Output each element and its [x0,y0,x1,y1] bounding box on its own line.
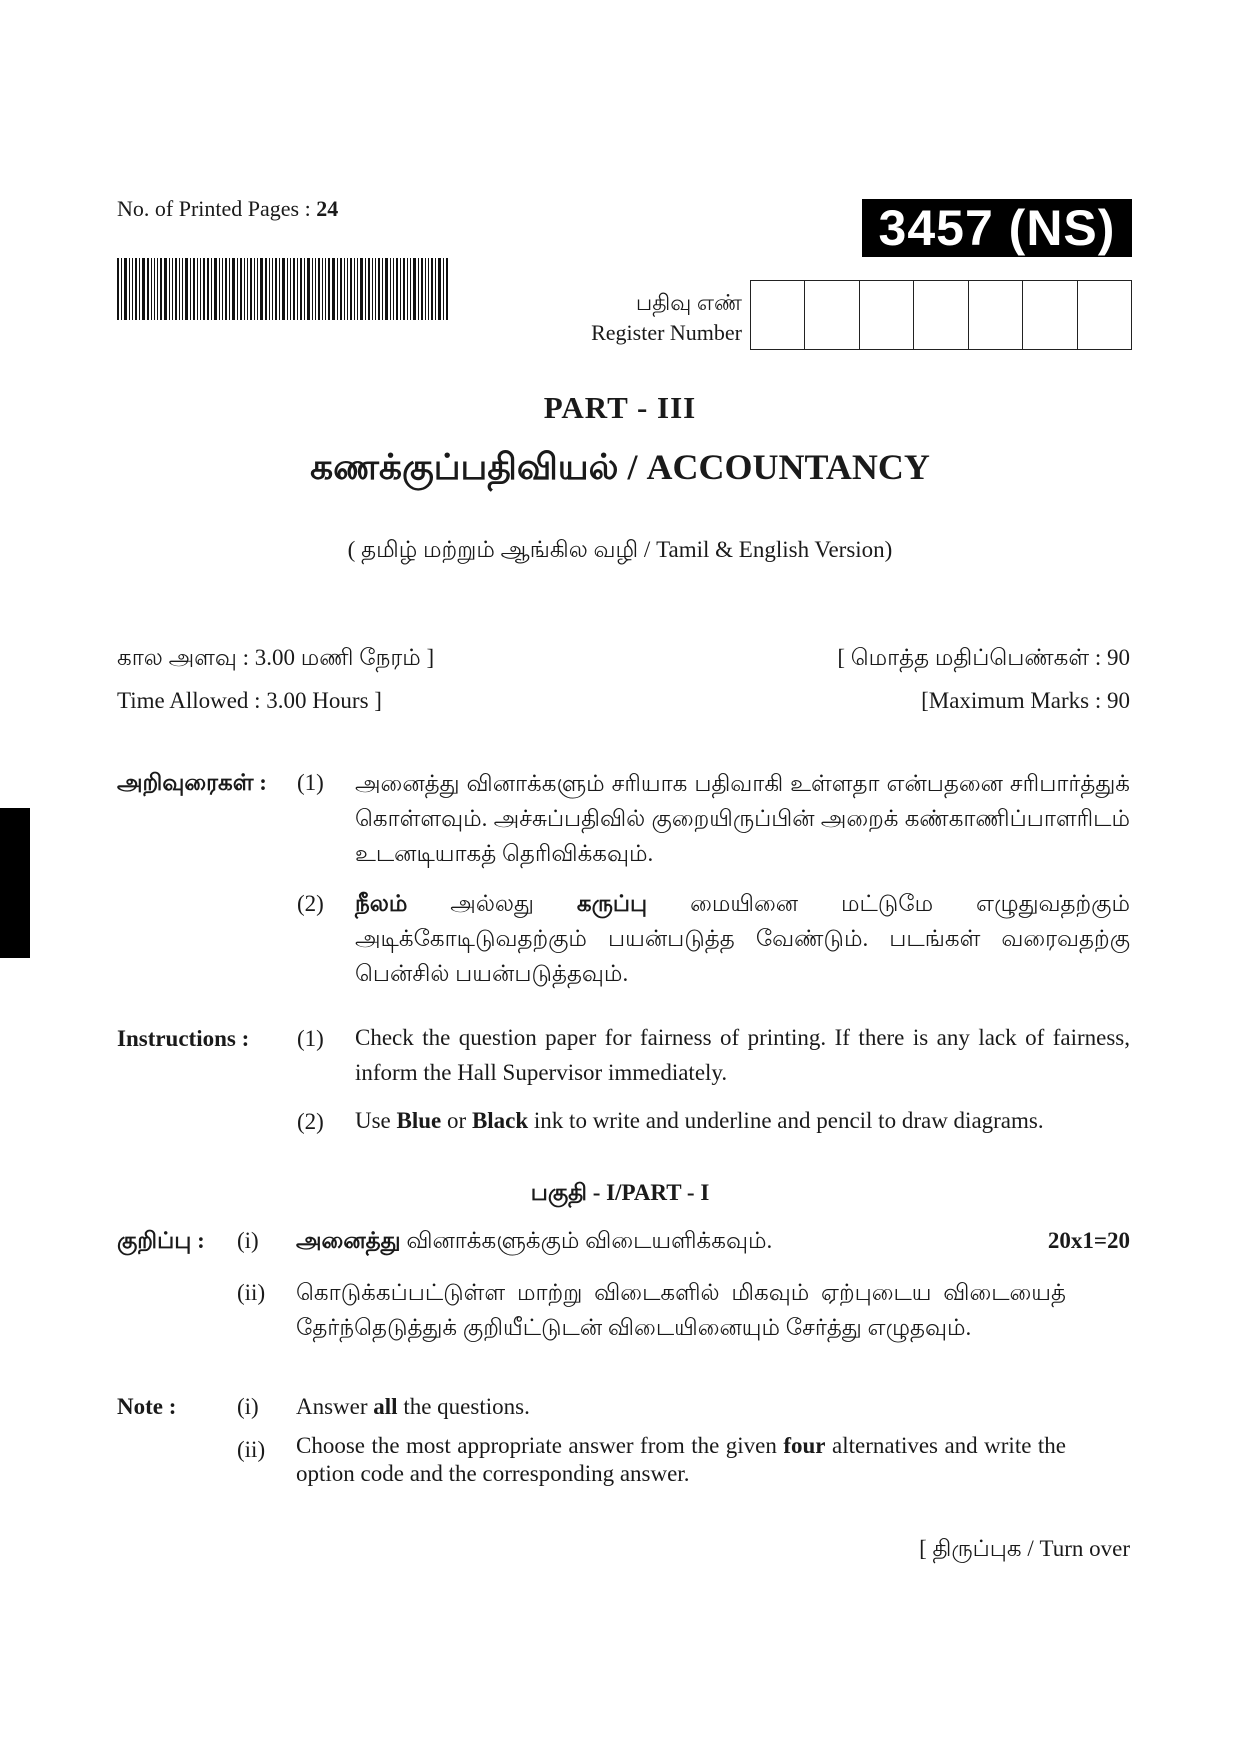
barcode-bar [169,258,170,320]
barcode-bar [197,258,198,320]
barcode-bar [157,258,158,320]
barcode-bar [193,258,195,320]
register-label [540,288,742,348]
barcode-bar [240,258,242,320]
barcode-bar [354,258,355,320]
barcode-bar [200,258,201,320]
barcode-bar [410,258,411,320]
printed-pages-label: No. of Printed Pages : [117,196,311,221]
edge-mark [0,808,30,958]
barcode-bar [190,258,191,320]
barcode-bar [382,258,383,320]
barcode-bar [368,258,370,320]
barcode-bar [160,258,162,320]
barcode-bar [282,258,285,320]
barcode-bar [438,258,441,320]
barcode-bar [250,258,252,320]
barcode-bar [375,258,376,320]
note-tamil-2: கொடுக்கப்பட்டுள்ள மாற்று விடைகளில் மிகவும் ஏற்புடைய விடையைத் தேர்ந்தெடுத்துக் குறியீட்டுடன் விடையினையும் சேர்த்து எழுதவும். [296,1280,1066,1340]
medium-version: ( தமிழ் மற்றும் ஆங்கில வழி / Tamil & English Version) [347,537,893,562]
max-marks-english: [Maximum Marks : 90 [921,688,1130,713]
barcode-bar [325,258,326,320]
barcode-bar [139,258,140,320]
barcode-bar [393,258,394,320]
register-digit-box[interactable] [969,281,1023,349]
note-english-label [117,1394,176,1420]
section-heading: பகுதி - I/PART - I [530,1180,710,1205]
barcode-bar [318,258,320,320]
instructions-english-label-text: Instructions : [117,1026,250,1051]
barcode-bar [421,258,423,320]
barcode-bar [315,258,316,320]
instruction-english-num-1: (1) [297,1026,324,1051]
barcode-bar [287,258,288,320]
register-digit-box[interactable] [914,281,968,349]
note-english-label-text: Note : [117,1394,177,1419]
paper-code: 3457 (NS) [862,199,1132,257]
barcode-bar [229,258,230,320]
note-text: Choose the most appropriate answer from the given [296,1433,784,1458]
barcode-bar [232,258,235,320]
barcode-bar [293,258,295,320]
register-number-boxes[interactable] [750,280,1132,350]
note-tamil-num-2: (ii) [237,1280,266,1305]
barcode-bar [407,258,408,320]
barcode-bar [260,258,263,320]
max-marks-tamil: [ மொத்த மதிப்பெண்கள் : 90 [837,645,1130,670]
note-english-num-2: (ii) [237,1437,266,1462]
barcode-bar [385,258,388,320]
barcode-bar [203,258,205,320]
barcode-bar [279,258,280,320]
barcode-bar [135,258,137,320]
register-digit-box[interactable] [805,281,859,349]
four-word: four [783,1433,826,1458]
note-english-2 [296,1432,1066,1488]
barcode-bar [350,258,352,320]
barcode-bar [435,258,436,320]
barcode-bar [121,258,122,320]
time-allowed-english: Time Allowed : 3.00 Hours ] [117,688,382,713]
barcode-bar [214,258,217,320]
blue-word: Blue [396,1108,442,1133]
note-english-1 [296,1389,1076,1424]
time-allowed-tamil: கால அளவு : 3.00 மணி நேரம் ] [117,645,435,670]
barcode-bar [390,258,391,320]
barcode-bar [275,258,277,320]
barcode-bar [300,258,302,320]
barcode-bar [307,258,310,320]
barcode-bar [237,258,238,320]
register-digit-box[interactable] [1078,281,1131,349]
barcode-bar [244,258,245,320]
barcode-bar [124,258,127,320]
barcode-bar [378,258,380,320]
barcode-bar [164,258,167,320]
note-tamil-label-text: குறிப்பு : [117,1228,205,1253]
register-label-tamil: பதிவு எண் [635,290,742,315]
barcode-bar [129,258,130,320]
barcode-bar [117,258,119,320]
barcode-bar [337,258,338,320]
instruction-tamil-2 [355,886,1130,991]
barcode-bar [207,258,209,320]
barcode-bar [413,258,416,320]
black-word: Black [471,1108,529,1133]
barcode-bar [372,258,373,320]
barcode-bar [142,258,145,320]
barcode-bar [154,258,155,320]
barcode-bar [257,258,258,320]
note-english-num-1: (i) [237,1394,259,1419]
barcode-bar [222,258,223,320]
all-word: all [373,1394,398,1419]
instructions-english-label [117,1026,249,1052]
section-marks: 20x1=20 [1047,1228,1130,1253]
barcode-bar [365,258,366,320]
barcode-bar [225,258,227,320]
barcode-bar [132,258,133,320]
note-tamil-label [117,1228,205,1257]
instructions-tamil-label-text: அறிவுரைகள் : [117,770,267,795]
barcode-bar [297,258,298,320]
barcode-bar [360,258,363,320]
barcode-bar [147,258,149,320]
barcode-bar [185,258,188,320]
note-text: alternatives and write the option code and the corresponding answer. [296,1433,1066,1486]
register-digit-box[interactable] [860,281,914,349]
instruction-tamil-num-2: (2) [297,891,324,916]
instructions-tamil-label [117,770,267,799]
register-digit-box[interactable] [1023,281,1077,349]
barcode-bar [304,258,305,320]
note-text: வினாக்களுக்கும் விடையளிக்கவும். [400,1228,773,1253]
instruction-tamil-num-1: (1) [297,770,324,795]
barcode-bar [211,258,212,320]
printed-pages [117,196,338,222]
barcode-bar [219,258,220,320]
instruction-text: அல்லது [407,891,577,916]
barcode-bar [272,258,273,320]
barcode-bar [172,258,173,320]
note-tamil-num-1: (i) [237,1228,259,1253]
instruction-english-2 [355,1103,1145,1138]
instruction-text: or [441,1108,472,1133]
instruction-text: மையினை மட்டுமே எழுதுவதற்கும் அடிக்கோடிடுவதற்கும் பயன்படுத்த வேண்டும். படங்கள் வரைவதற்கு பென்சில் பயன்படுத்தவும். [355,891,1130,986]
barcode-bar [347,258,348,320]
barcode-bar [322,258,323,320]
barcode-bar [182,258,183,320]
subject-title: கணக்குப்பதிவியல் / ACCOUNTANCY [310,447,930,487]
barcode-bar [247,258,248,320]
note-text: the questions. [397,1394,530,1419]
printed-pages-value: 24 [316,196,339,221]
barcode-bar [340,258,342,320]
barcode-bar [175,258,177,320]
barcode-bar [428,258,429,320]
instruction-tamil-1: அனைத்து வினாக்களும் சரியாக பதிவாகி உள்ளதா என்பதனை சரிபார்த்துக் கொள்ளவும். அச்சுப்பதிவில் குறையிருப்பின் அறைக் கண்காணிப்பாளரிடம் உடனடியாகத் தெரிவிக்கவும். [355,771,1130,866]
barcode-bar [269,258,270,320]
note-tamil-1 [296,1223,896,1258]
barcode-bar [418,258,419,320]
black-word-tamil: கருப்பு [576,891,648,916]
barcode-bar [265,258,267,320]
barcode-bar [396,258,398,320]
turn-over: [ திருப்புக / Turn over [919,1536,1130,1561]
instruction-english-num-2: (2) [297,1109,324,1134]
barcode [117,258,525,320]
register-label-english: Register Number [591,320,742,345]
barcode-bar [425,258,426,320]
barcode-bar [290,258,291,320]
barcode-bar [312,258,313,320]
instruction-text: ink to write and underline and pencil to draw diagrams. [528,1108,1044,1133]
all-word-tamil: அனைத்து [296,1228,401,1253]
instruction-text: Use [355,1108,397,1133]
barcode-bar [403,258,405,320]
barcode-bar [357,258,358,320]
barcode-bar [446,258,448,320]
barcode-bar [328,258,330,320]
blue-word-tamil: நீலம் [355,891,408,916]
barcode-bar [443,258,444,320]
barcode-bar [400,258,401,320]
part-title: PART - III [543,390,697,425]
barcode-bar [431,258,433,320]
barcode-bar [151,258,152,320]
note-text: Answer [296,1394,374,1419]
barcode-bar [179,258,180,320]
barcode-bar [344,258,345,320]
barcode-bar [254,258,255,320]
register-digit-box[interactable] [751,281,805,349]
barcode-bar [332,258,335,320]
instruction-english-1: Check the question paper for fairness of printing. If there is any lack of fairness, inform the Hall Supervisor immediately. [355,1025,1130,1085]
